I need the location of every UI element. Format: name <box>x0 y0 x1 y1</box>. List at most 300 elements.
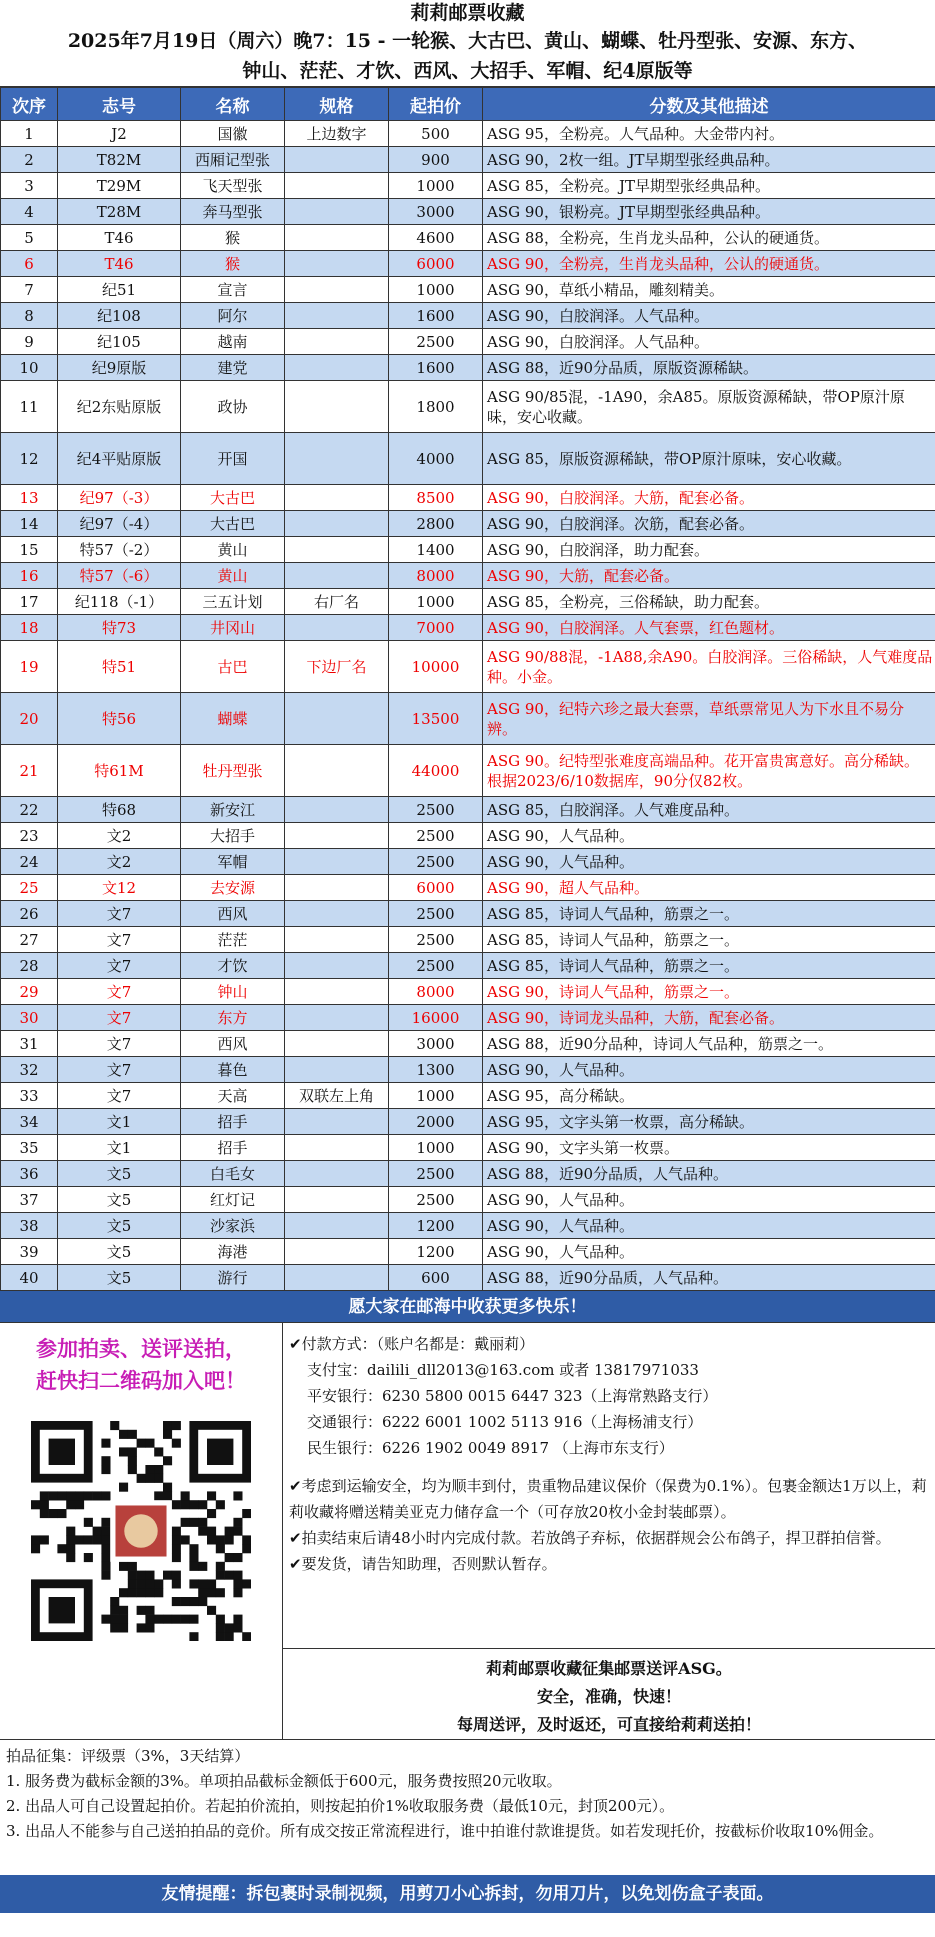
name-cell: 招手 <box>181 1109 285 1135</box>
col-header-name: 名称 <box>181 88 285 121</box>
order-cell: 39 <box>1 1239 58 1265</box>
spec-cell <box>285 693 389 745</box>
price-cell: 1000 <box>389 277 483 303</box>
name-cell: 钟山 <box>181 979 285 1005</box>
name-cell: 古巴 <box>181 641 285 693</box>
order-cell: 17 <box>1 589 58 615</box>
delivery-note: ✔要发货，请告知助理，否则默认暂存。 <box>289 1555 557 1573</box>
code-cell: 文12 <box>58 875 181 901</box>
fees-item-2: 2. 出品人可自己设置起拍价。若起拍价流拍，则按起拍价1%收取服务费（最低10元，封顶200元）。 <box>6 1797 675 1815</box>
spec-cell <box>285 615 389 641</box>
col-header-code: 志号 <box>58 88 181 121</box>
order-cell: 33 <box>1 1083 58 1109</box>
desc-cell: ASG 95，全粉亮。人气品种。大金带内衬。 <box>483 121 935 147</box>
order-cell: 26 <box>1 901 58 927</box>
desc-cell: ASG 85，原版资源稀缺，带OP原汁原味，安心收藏。 <box>483 433 935 485</box>
price-cell: 2500 <box>389 1187 483 1213</box>
desc-cell: ASG 90，白胶润泽。人气套票，红色题材。 <box>483 615 935 641</box>
spec-cell <box>285 1057 389 1083</box>
table-row <box>1 979 935 1005</box>
table-row <box>1 537 935 563</box>
order-cell: 34 <box>1 1109 58 1135</box>
table-row <box>1 927 935 953</box>
price-cell: 3000 <box>389 1031 483 1057</box>
code-cell: 纪108 <box>58 303 181 329</box>
desc-cell: ASG 95，文字头第一枚票，高分稀缺。 <box>483 1109 935 1135</box>
spec-cell <box>285 381 389 433</box>
spec-cell <box>285 277 389 303</box>
fees-item-3: 3. 出品人不能参与自己送拍拍品的竞价。所有成交按正常流程进行，谁中拍谁付款谁提货。如若发现托价，按截标价收取10%佣金。 <box>6 1822 884 1840</box>
desc-cell: ASG 90，人气品种。 <box>483 1239 935 1265</box>
col-header-order: 次序 <box>1 88 58 121</box>
name-cell: 牡丹型张 <box>181 745 285 797</box>
order-cell: 15 <box>1 537 58 563</box>
desc-cell: ASG 90，超人气品种。 <box>483 875 935 901</box>
table-row <box>1 1213 935 1239</box>
order-cell: 13 <box>1 485 58 511</box>
desc-cell: ASG 90，人气品种。 <box>483 1213 935 1239</box>
order-cell: 36 <box>1 1161 58 1187</box>
desc-cell: ASG 90，人气品种。 <box>483 849 935 875</box>
name-cell: 大古巴 <box>181 511 285 537</box>
name-cell: 越南 <box>181 329 285 355</box>
spec-cell <box>285 1265 389 1291</box>
table-row <box>1 849 935 875</box>
spec-cell <box>285 1031 389 1057</box>
code-cell: 文5 <box>58 1161 181 1187</box>
table-row <box>1 901 935 927</box>
table-row <box>1 875 935 901</box>
desc-cell: ASG 95，高分稀缺。 <box>483 1083 935 1109</box>
table-row <box>1 121 935 147</box>
price-cell: 13500 <box>389 693 483 745</box>
name-cell: 蝴蝶 <box>181 693 285 745</box>
code-cell: 文7 <box>58 1083 181 1109</box>
desc-cell: ASG 90。纪特型张难度高端品种。花开富贵寓意好。高分稀缺。根据2023/6/10数据库，90分仅82枚。 <box>483 745 935 797</box>
order-cell: 9 <box>1 329 58 355</box>
spec-cell <box>285 927 389 953</box>
table-row <box>1 589 935 615</box>
price-cell: 2500 <box>389 927 483 953</box>
code-cell: T29M <box>58 173 181 199</box>
desc-cell: ASG 90，纪特六珍之最大套票，草纸票常见人为下水且不易分辨。 <box>483 693 935 745</box>
price-cell: 1200 <box>389 1239 483 1265</box>
order-cell: 32 <box>1 1057 58 1083</box>
code-cell: 特57（-6） <box>58 563 181 589</box>
table-row <box>1 1031 935 1057</box>
name-cell: 黄山 <box>181 537 285 563</box>
spec-cell <box>285 1161 389 1187</box>
desc-cell: ASG 90，文字头第一枚票。 <box>483 1135 935 1161</box>
order-cell: 28 <box>1 953 58 979</box>
table-row <box>1 251 935 277</box>
code-cell: 文7 <box>58 1005 181 1031</box>
name-cell: 建党 <box>181 355 285 381</box>
fees-title: 拍品征集：评级票（3%，3天结算） <box>6 1747 250 1765</box>
desc-cell: ASG 85，全粉亮，三俗稀缺，助力配套。 <box>483 589 935 615</box>
table-row <box>1 797 935 823</box>
code-cell: 纪118（-1） <box>58 589 181 615</box>
spec-cell <box>285 329 389 355</box>
spec-cell <box>285 1135 389 1161</box>
code-cell: 纪105 <box>58 329 181 355</box>
spec-cell <box>285 1213 389 1239</box>
desc-cell: ASG 88，近90分品种，诗词人气品种，筋票之一。 <box>483 1031 935 1057</box>
info-section <box>0 1323 935 1740</box>
spec-cell <box>285 355 389 381</box>
name-cell: 大古巴 <box>181 485 285 511</box>
desc-cell: ASG 90，白胶润泽。人气品种。 <box>483 329 935 355</box>
price-cell: 6000 <box>389 875 483 901</box>
spec-cell <box>285 433 389 485</box>
reminder-footer: 友情提醒：拆包裹时录制视频，用剪刀小心拆封，勿用刀片，以免划伤盒子表面。 <box>0 1875 935 1913</box>
price-cell: 2800 <box>389 511 483 537</box>
spec-cell <box>285 563 389 589</box>
code-cell: 文7 <box>58 979 181 1005</box>
order-cell: 38 <box>1 1213 58 1239</box>
price-cell: 1000 <box>389 1083 483 1109</box>
spec-cell <box>285 849 389 875</box>
desc-cell: ASG 88，近90分品质，原版资源稀缺。 <box>483 355 935 381</box>
code-cell: 纪2东贴原版 <box>58 381 181 433</box>
spec-cell: 下边厂名 <box>285 641 389 693</box>
auction-summary-line-1: 2025年7月19日（周六）晚7：15 - 一轮猴、大古巴、黄山、蝴蝶、牡丹型张、安源、东方、 <box>67 30 868 52</box>
collection-line-3: 每周送评，及时返还，可直接给莉莉送拍！ <box>456 1715 761 1734</box>
price-cell: 44000 <box>389 745 483 797</box>
price-cell: 8500 <box>389 485 483 511</box>
spec-cell <box>285 1109 389 1135</box>
name-cell: 西厢记型张 <box>181 147 285 173</box>
desc-cell: ASG 85，诗词人气品种，筋票之一。 <box>483 953 935 979</box>
price-cell: 3000 <box>389 199 483 225</box>
order-cell: 5 <box>1 225 58 251</box>
name-cell: 三五计划 <box>181 589 285 615</box>
bocom-bank-line: 交通银行：6222 6001 1002 5113 916（上海杨浦支行） <box>307 1413 703 1431</box>
order-cell: 27 <box>1 927 58 953</box>
code-cell: T46 <box>58 251 181 277</box>
table-row <box>1 1083 935 1109</box>
price-cell: 2500 <box>389 849 483 875</box>
name-cell: 西风 <box>181 901 285 927</box>
table-row <box>1 329 935 355</box>
order-cell: 23 <box>1 823 58 849</box>
desc-cell: ASG 90/85混，-1A90，余A85。原版资源稀缺，带OP原汁原味，安心收藏。 <box>483 381 935 433</box>
desc-cell: ASG 90，人气品种。 <box>483 1057 935 1083</box>
auction-table <box>0 87 935 1291</box>
name-cell: 开国 <box>181 433 285 485</box>
desc-cell: ASG 88，近90分品质，人气品种。 <box>483 1265 935 1291</box>
code-cell: 文7 <box>58 901 181 927</box>
price-cell: 2500 <box>389 901 483 927</box>
price-cell: 500 <box>389 121 483 147</box>
price-cell: 600 <box>389 1265 483 1291</box>
table-row <box>1 199 935 225</box>
name-cell: 东方 <box>181 1005 285 1031</box>
name-cell: 沙家浜 <box>181 1213 285 1239</box>
price-cell: 8000 <box>389 979 483 1005</box>
order-cell: 10 <box>1 355 58 381</box>
code-cell: 纪9原版 <box>58 355 181 381</box>
order-cell: 11 <box>1 381 58 433</box>
order-cell: 31 <box>1 1031 58 1057</box>
order-cell: 29 <box>1 979 58 1005</box>
code-cell: 文7 <box>58 1057 181 1083</box>
order-cell: 4 <box>1 199 58 225</box>
desc-cell: ASG 85，诗词人气品种，筋票之一。 <box>483 927 935 953</box>
desc-cell: ASG 90，人气品种。 <box>483 823 935 849</box>
spec-cell <box>285 875 389 901</box>
code-cell: J2 <box>58 121 181 147</box>
spec-cell <box>285 797 389 823</box>
price-cell: 2500 <box>389 797 483 823</box>
name-cell: 招手 <box>181 1135 285 1161</box>
name-cell: 西风 <box>181 1031 285 1057</box>
spec-cell <box>285 537 389 563</box>
table-row <box>1 745 935 797</box>
price-cell: 1800 <box>389 381 483 433</box>
code-cell: 纪4平贴原版 <box>58 433 181 485</box>
table-row <box>1 1109 935 1135</box>
spec-cell <box>285 173 389 199</box>
price-cell: 16000 <box>389 1005 483 1031</box>
order-cell: 40 <box>1 1265 58 1291</box>
promo-line-1: 参加拍卖、送评送拍， <box>36 1336 246 1361</box>
table-row <box>1 641 935 693</box>
payment-panel <box>283 1323 935 1739</box>
desc-cell: ASG 90，全粉亮，生肖龙头品种，公认的硬通货。 <box>483 251 935 277</box>
table-row <box>1 1187 935 1213</box>
spec-cell <box>285 251 389 277</box>
fees-section <box>0 1740 935 1875</box>
name-cell: 海港 <box>181 1239 285 1265</box>
spec-cell <box>285 953 389 979</box>
desc-cell: ASG 90，银粉亮。JT早期型张经典品种。 <box>483 199 935 225</box>
table-row <box>1 1239 935 1265</box>
price-cell: 1600 <box>389 303 483 329</box>
shipping-note: ✔考虑到运输安全，均为顺丰到付，贵重物品建议保价（保费为0.1%）。包裹金额达1万以上，莉莉收藏将赠送精美亚克力储存盒一个（可存放20枚小金封装邮票）。 <box>289 1477 927 1521</box>
name-cell: 猴 <box>181 251 285 277</box>
desc-cell: ASG 85，诗词人气品种，筋票之一。 <box>483 901 935 927</box>
order-cell: 16 <box>1 563 58 589</box>
order-cell: 3 <box>1 173 58 199</box>
name-cell: 红灯记 <box>181 1187 285 1213</box>
code-cell: 文1 <box>58 1135 181 1161</box>
order-cell: 2 <box>1 147 58 173</box>
page-header <box>0 0 935 87</box>
name-cell: 军帽 <box>181 849 285 875</box>
order-cell: 7 <box>1 277 58 303</box>
collection-line-2: 安全，准确，快速！ <box>536 1687 681 1706</box>
col-header-price: 起拍价 <box>389 88 483 121</box>
name-cell: 暮色 <box>181 1057 285 1083</box>
qr-code-graphic <box>31 1421 251 1641</box>
name-cell: 才饮 <box>181 953 285 979</box>
table-row <box>1 1057 935 1083</box>
collection-line-1: 莉莉邮票收藏征集邮票送评ASG。 <box>486 1659 732 1678</box>
order-cell: 6 <box>1 251 58 277</box>
table-row <box>1 303 935 329</box>
name-cell: 阿尔 <box>181 303 285 329</box>
spec-cell <box>285 147 389 173</box>
order-cell: 14 <box>1 511 58 537</box>
name-cell: 茫茫 <box>181 927 285 953</box>
price-cell: 1000 <box>389 173 483 199</box>
desc-cell: ASG 90，白胶润泽。次筋，配套必备。 <box>483 511 935 537</box>
table-header-row <box>1 88 935 121</box>
table-row <box>1 615 935 641</box>
desc-cell: ASG 88，近90分品质，人气品种。 <box>483 1161 935 1187</box>
table-row <box>1 1135 935 1161</box>
desc-cell: ASG 90，白胶润泽，助力配套。 <box>483 537 935 563</box>
price-cell: 4000 <box>389 433 483 485</box>
price-cell: 2500 <box>389 823 483 849</box>
price-cell: 2500 <box>389 953 483 979</box>
price-cell: 1400 <box>389 537 483 563</box>
promo-line-2: 赶快扫二维码加入吧！ <box>36 1368 246 1393</box>
desc-cell: ASG 90，白胶润泽。大筋，配套必备。 <box>483 485 935 511</box>
price-cell: 2500 <box>389 329 483 355</box>
table-row <box>1 355 935 381</box>
page-title: 莉莉邮票收藏 <box>410 2 525 24</box>
auction-summary-line-2: 钟山、茫茫、才饮、西风、大招手、军帽、纪4原版等 <box>242 60 693 82</box>
price-cell: 1000 <box>389 1135 483 1161</box>
order-cell: 24 <box>1 849 58 875</box>
spec-cell <box>285 485 389 511</box>
table-row <box>1 1265 935 1291</box>
price-cell: 900 <box>389 147 483 173</box>
payment-info <box>283 1323 935 1649</box>
name-cell: 去安源 <box>181 875 285 901</box>
code-cell: 特57（-2） <box>58 537 181 563</box>
code-cell: 文7 <box>58 953 181 979</box>
code-cell: 文5 <box>58 1213 181 1239</box>
table-row <box>1 147 935 173</box>
desc-cell: ASG 90，白胶润泽。人气品种。 <box>483 303 935 329</box>
spec-cell <box>285 745 389 797</box>
promo-panel <box>0 1323 283 1739</box>
price-cell: 10000 <box>389 641 483 693</box>
name-cell: 天高 <box>181 1083 285 1109</box>
order-cell: 30 <box>1 1005 58 1031</box>
order-cell: 1 <box>1 121 58 147</box>
code-cell: T46 <box>58 225 181 251</box>
wish-banner: 愿大家在邮海中收获更多快乐！ <box>0 1291 935 1323</box>
price-cell: 1200 <box>389 1213 483 1239</box>
order-cell: 37 <box>1 1187 58 1213</box>
order-cell: 35 <box>1 1135 58 1161</box>
price-cell: 1300 <box>389 1057 483 1083</box>
spec-cell <box>285 199 389 225</box>
code-cell: 纪97（-3） <box>58 485 181 511</box>
desc-cell: ASG 90，2枚一组。JT早期型张经典品种。 <box>483 147 935 173</box>
order-cell: 19 <box>1 641 58 693</box>
code-cell: 文2 <box>58 849 181 875</box>
desc-cell: ASG 85，白胶润泽。人气难度品种。 <box>483 797 935 823</box>
table-row <box>1 563 935 589</box>
name-cell: 猴 <box>181 225 285 251</box>
name-cell: 游行 <box>181 1265 285 1291</box>
col-header-spec: 规格 <box>285 88 389 121</box>
table-row <box>1 1161 935 1187</box>
spec-cell <box>285 1187 389 1213</box>
name-cell: 井冈山 <box>181 615 285 641</box>
alipay-line: 支付宝：dailili_dll2013@163.com 或者 13817971033 <box>307 1361 699 1379</box>
spec-cell: 上边数字 <box>285 121 389 147</box>
qr-code-icon[interactable] <box>31 1421 251 1641</box>
code-cell: 特68 <box>58 797 181 823</box>
spec-cell <box>285 979 389 1005</box>
code-cell: 文2 <box>58 823 181 849</box>
price-cell: 1600 <box>389 355 483 381</box>
name-cell: 宣言 <box>181 277 285 303</box>
name-cell: 飞天型张 <box>181 173 285 199</box>
code-cell: 文7 <box>58 927 181 953</box>
table-row <box>1 225 935 251</box>
name-cell: 白毛女 <box>181 1161 285 1187</box>
spec-cell <box>285 1239 389 1265</box>
name-cell: 黄山 <box>181 563 285 589</box>
name-cell: 国徽 <box>181 121 285 147</box>
desc-cell: ASG 88，全粉亮，生肖龙头品种，公认的硬通货。 <box>483 225 935 251</box>
order-cell: 20 <box>1 693 58 745</box>
table-row <box>1 693 935 745</box>
code-cell: 特73 <box>58 615 181 641</box>
code-cell: 文5 <box>58 1239 181 1265</box>
table-row <box>1 173 935 199</box>
table-row <box>1 433 935 485</box>
code-cell: 纪97（-4） <box>58 511 181 537</box>
price-cell: 6000 <box>389 251 483 277</box>
code-cell: 特56 <box>58 693 181 745</box>
name-cell: 新安江 <box>181 797 285 823</box>
desc-cell: ASG 90/88混，-1A88,余A90。白胶润泽。三俗稀缺，人气难度品种。小金。 <box>483 641 935 693</box>
code-cell: 文5 <box>58 1187 181 1213</box>
spec-cell <box>285 823 389 849</box>
code-cell: 文7 <box>58 1031 181 1057</box>
order-cell: 21 <box>1 745 58 797</box>
order-cell: 12 <box>1 433 58 485</box>
order-cell: 22 <box>1 797 58 823</box>
minsheng-bank-line: 民生银行：6226 1902 0049 8917 （上海市东支行） <box>307 1439 674 1457</box>
payment-deadline-note: ✔拍卖结束后请48小时内完成付款。若放鸽子弃标，依据群规会公布鸽子，捍卫群拍信誉。 <box>289 1529 891 1547</box>
table-row <box>1 381 935 433</box>
order-cell: 25 <box>1 875 58 901</box>
spec-cell <box>285 303 389 329</box>
price-cell: 2500 <box>389 1161 483 1187</box>
name-cell: 政协 <box>181 381 285 433</box>
fees-item-1: 1. 服务费为截标金额的3%。单项拍品截标金额低于600元，服务费按照20元收取。 <box>6 1772 562 1790</box>
name-cell: 奔马型张 <box>181 199 285 225</box>
col-header-desc: 分数及其他描述 <box>483 88 935 121</box>
price-cell: 4600 <box>389 225 483 251</box>
code-cell: 特51 <box>58 641 181 693</box>
pingan-bank-line: 平安银行：6230 5800 0015 6447 323（上海常熟路支行） <box>307 1387 718 1405</box>
price-cell: 2000 <box>389 1109 483 1135</box>
table-row <box>1 823 935 849</box>
spec-cell <box>285 1005 389 1031</box>
spec-cell: 右厂名 <box>285 589 389 615</box>
name-cell: 大招手 <box>181 823 285 849</box>
spec-cell: 双联左上角 <box>285 1083 389 1109</box>
payment-title: ✔付款方式：（账户名都是：戴丽莉） <box>289 1335 535 1353</box>
code-cell: 纪51 <box>58 277 181 303</box>
code-cell: 文5 <box>58 1265 181 1291</box>
spec-cell <box>285 225 389 251</box>
desc-cell: ASG 90，人气品种。 <box>483 1187 935 1213</box>
price-cell: 1000 <box>389 589 483 615</box>
table-row <box>1 277 935 303</box>
table-row <box>1 511 935 537</box>
